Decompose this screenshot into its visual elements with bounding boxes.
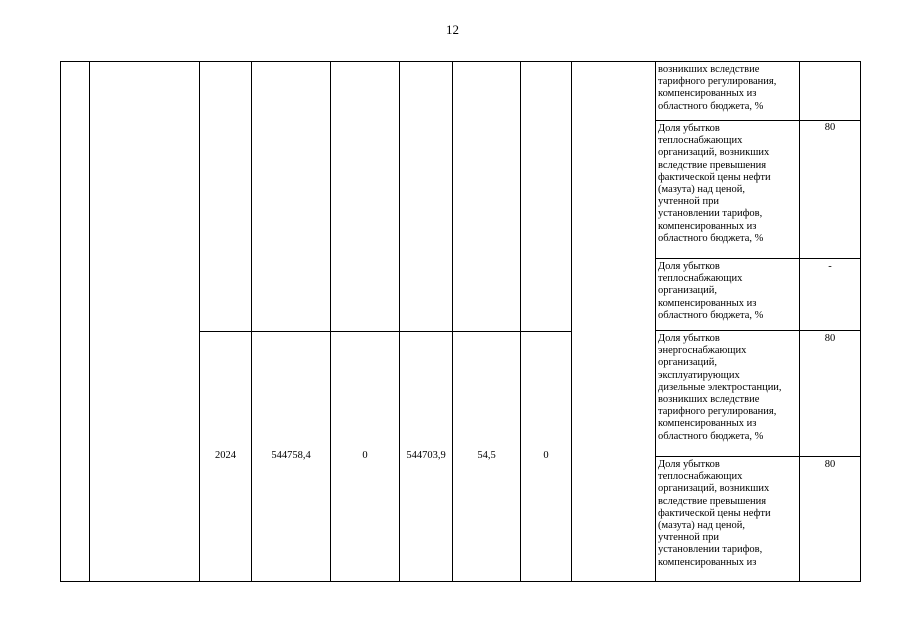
col-border [60, 61, 61, 582]
cell-other: 0 [543, 450, 549, 461]
row-divider-2024 [199, 331, 571, 332]
cell-year: 2024 [215, 450, 236, 461]
indicator-text: Доля убытков теплоснабжающих организаций, возникших вследствие превышения фактической цены нефти (мазута) над ценой, учтенной при установлении тарифов, компенсированных из [658, 459, 771, 568]
col-border [520, 61, 521, 582]
indicator-divider [655, 330, 861, 331]
page-number: 12 [446, 22, 459, 37]
indicator-value: - [828, 261, 832, 272]
indicator-value: 80 [824, 333, 836, 344]
indicator-divider [655, 258, 861, 259]
col-border [199, 61, 200, 582]
cell-local: 54,5 [477, 450, 496, 461]
indicator-text: Доля убытков теплоснабжающих организаций, возникших вследствие превышения фактической цены нефти (мазута) над ценой, учтенной при установлении тарифов, компенсированных из областного бюджета, % [658, 123, 771, 244]
col-border [571, 61, 572, 582]
col-border [330, 61, 331, 582]
col-border [799, 61, 800, 582]
table-top-border [60, 61, 861, 62]
cell-total: 544758,4 [271, 450, 311, 461]
col-border [655, 61, 656, 582]
indicator-value: 80 [824, 459, 836, 470]
indicator-text: Доля убытков теплоснабжающих организаций, компенсированных из областного бюджета, % [658, 261, 764, 321]
col-border [89, 61, 90, 582]
col-border [399, 61, 400, 582]
indicator-divider [655, 456, 861, 457]
indicator-text: возникших вследствие тарифного регулирования, компенсированных из областного бюджета, % [658, 64, 777, 112]
indicator-text: Доля убытков энергоснабжающих организаций, эксплуатирующих дизельные электростанции, возникших вследствие тарифного регулирования, компенсированных из областного бюджета, % [658, 333, 782, 442]
table-bottom-border [60, 581, 861, 582]
col-border [452, 61, 453, 582]
indicator-divider [655, 120, 861, 121]
col-border [251, 61, 252, 582]
indicator-value: 80 [824, 122, 836, 133]
cell-federal: 0 [362, 450, 368, 461]
cell-regional: 544703,9 [406, 450, 446, 461]
col-border [860, 61, 861, 582]
